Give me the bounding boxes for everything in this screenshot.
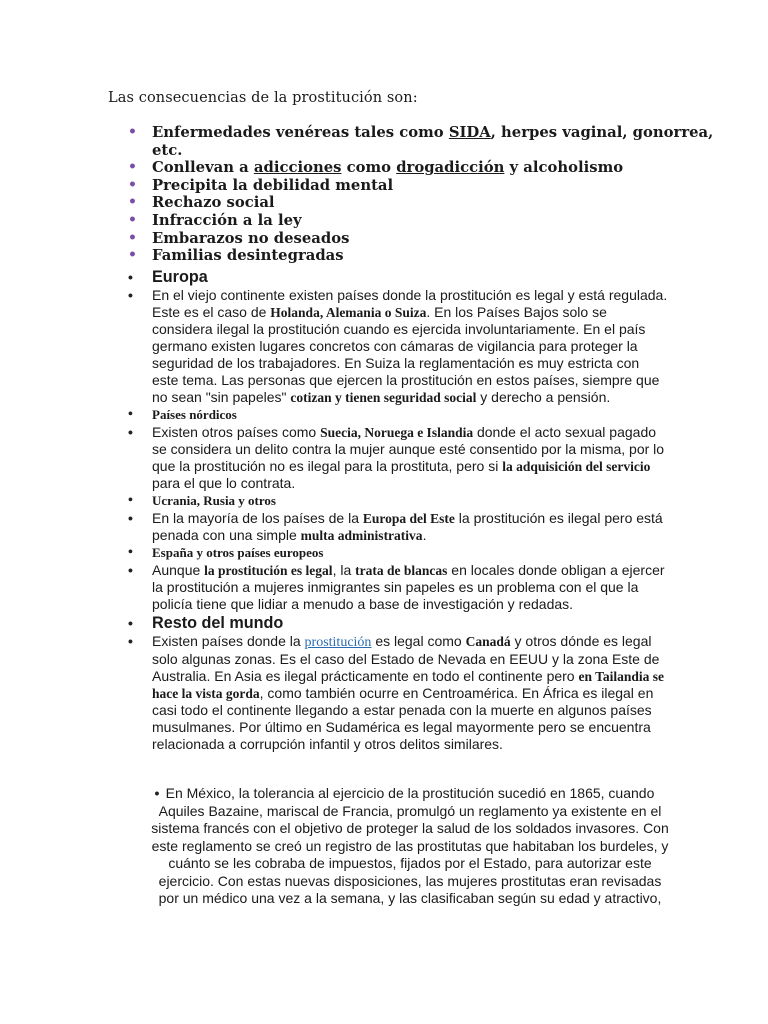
subheading-espana: • España y otros países europeos — [128, 545, 324, 560]
bullet-icon: • — [128, 194, 137, 211]
bullet-icon: • — [128, 493, 133, 508]
bullet-icon: • — [128, 159, 137, 176]
bullet-icon: • — [154, 785, 160, 801]
bullet-icon: • — [128, 545, 133, 560]
list-item: • Rechazo social — [128, 194, 275, 212]
link-sida[interactable]: SIDA — [448, 124, 491, 141]
list-item: • Enfermedades venéreas tales como SIDA, herpes vaginal, gonorrea, etc. — [128, 124, 714, 159]
bullet-icon: • — [128, 633, 133, 649]
bullet-icon: • — [128, 424, 133, 440]
bullet-icon: • — [128, 229, 137, 246]
section-heading-europa: • Europa — [128, 268, 208, 286]
list-item: • Infracción a la ley — [128, 211, 302, 229]
list-item: • En la mayoría de los países de la Europa del Este la prostitución es ilegal pero está penada con una simple multa administrativa. — [128, 510, 663, 543]
bullet-icon: • — [128, 269, 133, 285]
link-drogadiccion[interactable]: drogadicción — [396, 159, 505, 177]
bullet-icon: • — [128, 562, 133, 578]
page-title: Las consecuencias de la prostitución son: — [108, 90, 418, 106]
mexico-list — [150, 785, 670, 908]
bullet-icon: • — [128, 247, 137, 264]
list-item: • En México, la tolerancia al ejercicio de la prostitución sucedió en 1865, cuando Aquiles Bazaine, mariscal de Francia, promulgó un reglamento ya existente en el sistema francés con el objetivo de proteger la salud de los soldados invasores. Con este reglamento se creó un registro de las prostitutas que habitaban los burdeles, y cuánto se les cobraba de impuestos, fijados por el Estado, para autorizar este ejercicio. Con estas nuevas disposiciones, las mujeres prostitutas eran revisadas por un médico una vez a la semana, y las clasificaban según su edad y atractivo, — [150, 785, 670, 908]
section-heading-resto: • Resto del mundo — [128, 614, 284, 632]
bullet-icon: • — [128, 407, 133, 422]
bullet-icon: • — [128, 287, 133, 303]
link-adicciones[interactable]: adicciones — [253, 159, 342, 177]
list-item: • Precipita la debilidad mental — [128, 176, 394, 194]
bullet-icon: • — [128, 211, 137, 228]
subheading-nordicos: • Países nórdicos — [128, 407, 237, 422]
list-item: • Existen países donde la prostitución es legal como Canadá y otros dónde es legal solo algunas zonas. Es el caso del Estado de Nevada en EEUU y la zona Este de Australia. En Asia es ilegal prácticamente en todo el continente pero en Tailandia se hace la vista gorda, como también ocurre en Centroamérica. En África es ilegal en casi todo el continente llegando a estar penada con la muerte en algunos países musulmanes. Por último en Sudamérica es legal mayormente pero se encuentra relacionada a corrupción infantil y otros delitos similares. — [128, 633, 665, 752]
list-item: • En el viejo continente existen países donde la prostitución es legal y está regulada. Este es el caso de Holanda, Alemania o Suiza. En los Países Bajos solo se considera ilegal la prostitución cuando es ejercida involuntariamente. En el país germano existen lugares concretos con cámaras de vigilancia para proteger la seguridad de los trabajadores. En Suiza la reglamentación es muy estricta con este tema. Las personas que ejercen la prostitución en estos países, siempre que no sean "sin papeles" cotizan y tienen seguridad social y derecho a pensión. — [128, 287, 668, 405]
consequences-list — [128, 124, 728, 265]
list-item: • Aunque la prostitución es legal, la trata de blancas en locales donde obligan a ejercer la prostitución a mujeres inmigrantes sin papeles es un problema con el que la policía tiene que lidiar a menudo a base de investigación y redadas. — [128, 562, 665, 612]
list-item: • Conllevan a adicciones como drogadicción y alcoholismo — [128, 159, 624, 177]
regions-list — [128, 267, 668, 753]
list-item: • Existen otros países como Suecia, Noruega e Islandia donde el acto sexual pagado se considera un delito contra la mujer aunque esté consentido por la misma, por lo que la prostitución no es ilegal para la prostituta, pero si la adquisición del servicio para el que lo contrata. — [128, 424, 665, 491]
bullet-icon: • — [128, 124, 137, 140]
list-item: • Familias desintegradas — [128, 247, 344, 265]
bullet-icon: • — [128, 176, 137, 193]
subheading-ucrania: • Ucrania, Rusia y otros — [128, 493, 276, 508]
link-prostitucion[interactable]: prostitución — [304, 635, 372, 650]
bullet-icon: • — [128, 510, 133, 526]
list-item: • Embarazos no deseados — [128, 229, 350, 247]
bullet-icon: • — [128, 615, 133, 631]
